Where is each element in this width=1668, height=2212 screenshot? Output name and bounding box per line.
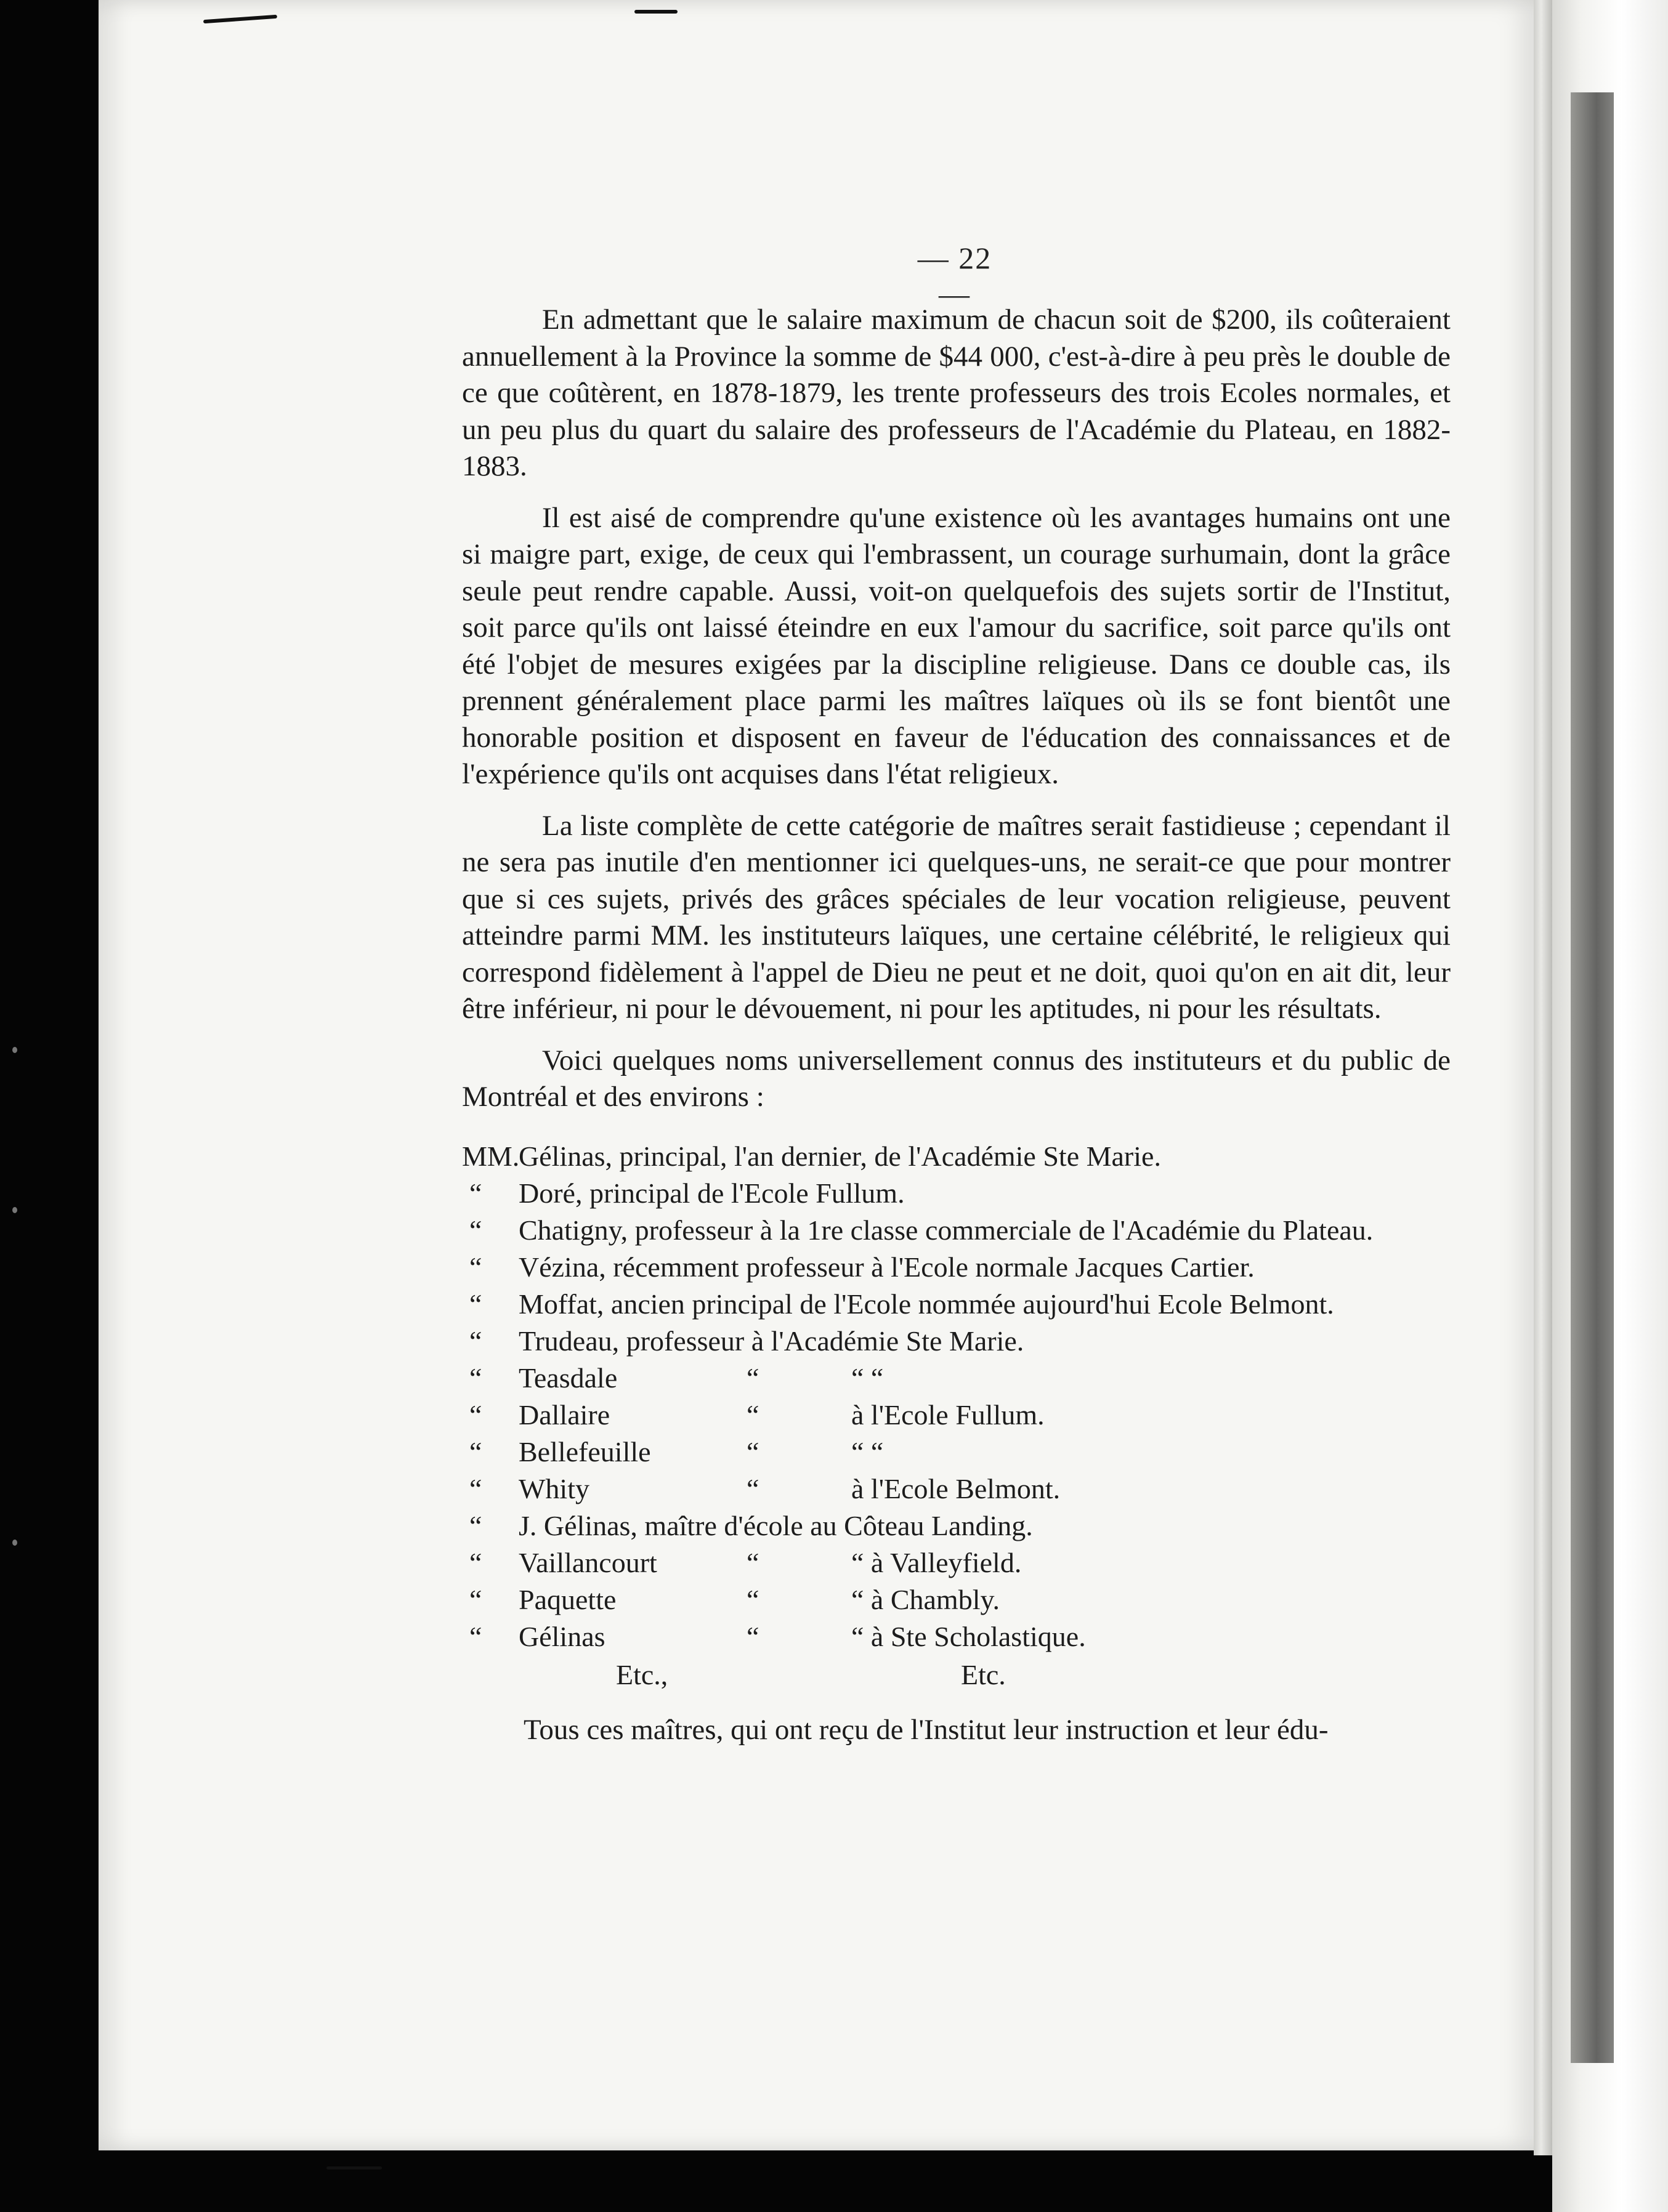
ditto-mark: “	[469, 1620, 482, 1652]
ditto-mark: “	[469, 1288, 482, 1320]
list-name: Vaillancourt	[519, 1546, 657, 1578]
list-name: Gélinas, principal, l'an dernier, de l'Académie Ste Marie.	[519, 1140, 1161, 1172]
ditto-mark: “	[469, 1177, 482, 1209]
document-page	[99, 0, 1534, 2150]
page-edge	[1534, 0, 1552, 2155]
list-item	[462, 1175, 1451, 1212]
page-body	[462, 302, 1451, 1777]
paragraph-closing: Tous ces maîtres, qui ont reçu de l'Institut leur instruction et leur édu-	[524, 1713, 1329, 1746]
list-name: Moffat, ancien principal de l'Ecole nommée aujourd'hui Ecole Belmont.	[519, 1288, 1334, 1320]
ditto-mark: “	[747, 1583, 759, 1615]
list-item	[462, 1471, 1451, 1508]
ditto-mark: “	[469, 1472, 482, 1504]
list-item	[462, 1286, 1451, 1323]
scan-artifact	[326, 2166, 382, 2170]
ditto-mark: “	[469, 1325, 482, 1357]
ditto-mark: “	[469, 1251, 482, 1283]
list-name: Vézina, récemment professeur à l'Ecole normale Jacques Cartier.	[519, 1251, 1255, 1283]
list-item	[462, 1323, 1451, 1360]
list-detail: “ à Valleyfield.	[851, 1546, 1022, 1578]
list-name: Teasdale	[519, 1362, 618, 1394]
list-item	[462, 1434, 1451, 1471]
list-name: Chatigny, professeur à la 1re classe commerciale de l'Académie du Plateau.	[519, 1214, 1374, 1246]
ditto-mark: “	[469, 1399, 482, 1431]
list-name: Gélinas	[519, 1620, 605, 1652]
teacher-list	[462, 1138, 1451, 1693]
list-item	[462, 1360, 1451, 1397]
list-detail: “ à Chambly.	[851, 1583, 1000, 1615]
page-number: — 22 —	[917, 241, 992, 311]
ditto-mark: “	[747, 1620, 759, 1652]
etc-left: Etc.,	[616, 1658, 668, 1690]
list-item	[462, 1397, 1451, 1434]
list-item	[462, 1212, 1451, 1249]
scan-artifact	[12, 1207, 17, 1213]
ditto-mark: “	[747, 1546, 759, 1578]
ditto-mark: “	[469, 1214, 482, 1246]
paragraph-list-intro: La liste complète de cette catégorie de maîtres serait fastidieuse ; cependant il ne sera pas inutile d'en mentionner ici quelques-uns, ne serait-ce que pour montrer que si ces sujets, privés des grâces spéciales de leur vocation religieuse, peuvent atteindre parmi MM. les instituteurs laïques, une certaine célébrité, le religieux qui correspond fidèlement à l'appel de Dieu ne peut et ne doit, quoi qu'on en ait dit, leur être inférieur, ni pour le dévouement, ni pour les aptitudes, ni pour les résultats.	[462, 809, 1451, 1025]
scan-artifact	[12, 1540, 17, 1546]
ditto-mark: “	[469, 1546, 482, 1578]
list-item	[462, 1581, 1451, 1618]
list-name: Dallaire	[519, 1399, 610, 1431]
binding-gutter	[1571, 92, 1614, 2063]
ditto-mark: “	[469, 1362, 482, 1394]
scan-artifact	[12, 1047, 17, 1053]
list-name: Trudeau, professeur à l'Académie Ste Marie.	[519, 1325, 1024, 1357]
ditto-mark: “	[747, 1435, 759, 1467]
etc-right: Etc.	[961, 1658, 1006, 1690]
list-name: Paquette	[519, 1583, 617, 1615]
scan-artifact	[634, 10, 678, 14]
list-item	[462, 1508, 1451, 1544]
ditto-mark: “	[469, 1583, 482, 1615]
list-name: Bellefeuille	[519, 1435, 651, 1467]
paragraph-salary: En admettant que le salaire maximum de chacun soit de $200, ils coûteraient annuellement à la Province la somme de $44 000, c'est-à-dire à peu près le double de ce que coûtèrent, en 1878-1879, les trente professeurs des trois Ecoles normales, et un peu plus du quart du salaire des professeurs de l'Académie du Plateau, en 1882-1883.	[462, 304, 1451, 482]
list-detail: “ “	[851, 1362, 884, 1394]
list-detail: “ “	[851, 1435, 884, 1467]
ditto-mark: “	[469, 1509, 482, 1541]
ditto-mark: “	[747, 1399, 759, 1431]
list-lead: MM.	[462, 1140, 520, 1172]
list-item	[462, 1618, 1451, 1655]
list-name: Whity	[519, 1472, 589, 1504]
list-item	[462, 1138, 1451, 1175]
list-detail: à l'Ecole Belmont.	[851, 1472, 1061, 1504]
next-page-strip	[1552, 0, 1668, 2212]
paragraph-existence: Il est aisé de comprendre qu'une existence où les avantages humains ont une si maigre part, exige, de ceux qui l'embrassent, un courage surhumain, dont la grâce seule peut rendre capable. Aussi, voit-on quelquefois des sujets sortir de l'Institut, soit parce qu'ils ont laissé éteindre en eux l'amour du sacrifice, soit parce qu'ils ont été l'objet de mesures exigées par la discipline religieuse. Dans ce double cas, ils prennent généralement place parmi les maîtres laïques où ils se font bientôt une honorable position et disposent en faveur de l'éducation des connaissances et de l'expérience qu'ils ont acquises dans l'état religieux.	[462, 501, 1451, 790]
etc-row	[462, 1657, 1451, 1693]
list-name: J. Gélinas, maître d'école au Côteau Landing.	[519, 1509, 1033, 1541]
list-detail: à l'Ecole Fullum.	[851, 1399, 1045, 1431]
ditto-mark: “	[747, 1362, 759, 1394]
list-detail: “ à Ste Scholastique.	[851, 1620, 1086, 1652]
paragraph-names-intro: Voici quelques noms universellement connus des instituteurs et du public de Montréal et des environs :	[462, 1044, 1451, 1113]
list-item	[462, 1249, 1451, 1286]
ditto-mark: “	[747, 1472, 759, 1504]
list-name: Doré, principal de l'Ecole Fullum.	[519, 1177, 905, 1209]
ditto-mark: “	[469, 1435, 482, 1467]
list-item	[462, 1544, 1451, 1581]
